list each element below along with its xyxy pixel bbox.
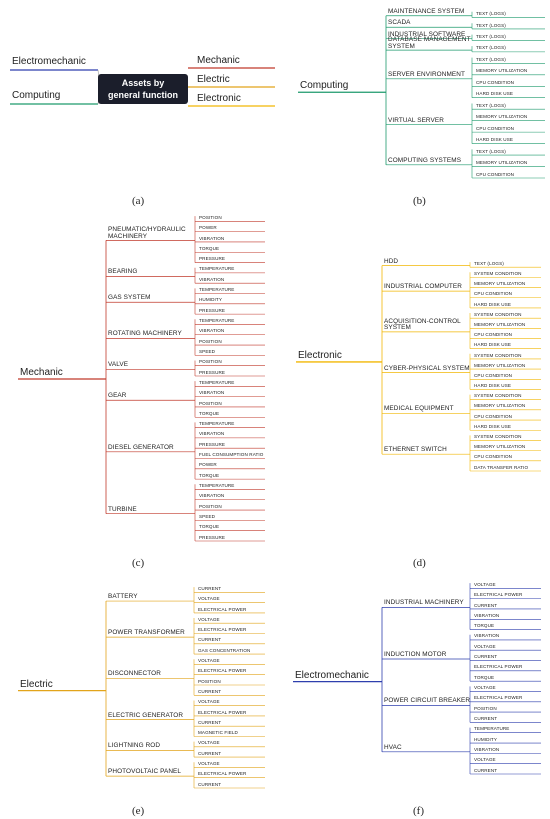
leaf-label-d: SYSTEM CONDITION (474, 270, 522, 276)
item-label-f: POWER CIRCUIT BREAKER (384, 697, 471, 705)
panel-caption-c: (c) (132, 557, 145, 569)
leaf-label-b: TEXT (LOGS) (476, 22, 506, 28)
item-label-b: INDUSTRIAL SOFTWARE (388, 30, 466, 38)
item-label-c: GAS SYSTEM (108, 294, 151, 302)
leaf-label-d: CPU CONDITION (474, 291, 513, 297)
leaf-label-c: TEMPERATURE (199, 483, 235, 489)
leaf-label-f: CURRENT (474, 767, 498, 773)
panel-a-right-label-0: Mechanic (197, 55, 240, 66)
leaf-label-f: ELECTRICAL POWER (474, 695, 523, 701)
leaf-label-c: POSITION (199, 214, 222, 220)
leaf-label-c: TEMPERATURE (199, 379, 235, 385)
leaf-label-e: VOLTAGE (198, 740, 220, 746)
leaf-label-f: VIBRATION (474, 746, 500, 752)
leaf-label-d: SYSTEM CONDITION (474, 393, 522, 399)
leaf-label-b: TEXT (LOGS) (476, 45, 506, 51)
leaf-label-f: ELECTRICAL POWER (474, 664, 523, 670)
item-label-d: INDUSTRIAL COMPUTER (384, 283, 463, 291)
leaf-label-d: MEMORY UTILIZATION (474, 281, 526, 287)
leaf-label-c: VIBRATION (199, 431, 225, 437)
leaf-label-c: FUEL CONSUMPTION RATIO (199, 452, 264, 458)
item-label-d-cont: SYSTEM (384, 324, 411, 332)
leaf-label-c: TEMPERATURE (199, 421, 235, 427)
leaf-label-c: VIBRATION (199, 235, 225, 241)
leaf-label-e: ELECTRICAL POWER (198, 771, 247, 777)
leaf-label-e: CURRENT (198, 781, 222, 787)
leaf-label-c: POSITION (199, 503, 222, 509)
leaf-label-e: ELECTRICAL POWER (198, 668, 247, 674)
leaf-label-b: TEXT (LOGS) (476, 34, 506, 39)
panel-caption-e: (e) (132, 805, 145, 817)
leaf-label-f: VOLTAGE (474, 581, 496, 587)
item-label-c: GEAR (108, 392, 127, 400)
leaf-label-c: PRESSURE (199, 441, 226, 447)
leaf-label-b: MEMORY UTILIZATION (476, 160, 528, 166)
leaf-label-d: SYSTEM CONDITION (474, 352, 522, 358)
item-label-d: ACQUISITION-CONTROL (384, 317, 461, 325)
leaf-label-b: CPU CONDITION (476, 125, 515, 131)
leaf-label-b: TEXT (LOGS) (476, 56, 506, 62)
panel-a-right-label-1: Electric (197, 74, 230, 85)
item-label-f: INDUSTRIAL MACHINERY (384, 599, 464, 607)
panel-a-left-label-1: Computing (12, 90, 61, 101)
leaf-label-b: TEXT (LOGS) (476, 102, 506, 108)
center-node-line-2: general function (107, 90, 178, 100)
leaf-label-e: CURRENT (198, 750, 222, 756)
leaf-label-f: CURRENT (474, 602, 498, 608)
item-label-c: TURBINE (108, 505, 137, 513)
leaf-label-c: POSITION (199, 359, 222, 365)
leaf-label-c: POWER (199, 462, 217, 468)
item-label-b: DATABASE MANAGEMENT (388, 36, 471, 44)
root-label-b: Computing (300, 80, 349, 92)
leaf-label-c: TORQUE (199, 472, 220, 478)
item-label-d: ETHERNET SWITCH (384, 446, 447, 454)
leaf-label-d: HARD DISK USE (474, 301, 512, 307)
leaf-label-d: MEMORY UTILIZATION (474, 362, 526, 368)
leaf-label-c: VIBRATION (199, 276, 225, 282)
leaf-label-c: VIBRATION (199, 493, 225, 499)
item-label-c: PNEUMATIC/HYDRAULIC (108, 226, 186, 234)
item-label-b-cont: SYSTEM (388, 42, 415, 50)
panel-caption-d: (d) (413, 557, 426, 569)
item-label-f: HVAC (384, 743, 402, 751)
leaf-label-d: CPU CONDITION (474, 372, 513, 378)
center-node-line-1: Assets by (121, 78, 165, 88)
item-label-d: HDD (384, 257, 399, 265)
leaf-label-d: SYSTEM CONDITION (474, 434, 522, 440)
leaf-label-f: CURRENT (474, 654, 498, 660)
leaf-label-f: VOLTAGE (474, 757, 496, 763)
panel-a-right-label-2: Electronic (197, 93, 241, 104)
panel-caption-f: (f) (413, 805, 424, 817)
leaf-label-b: HARD DISK USE (476, 91, 514, 97)
leaf-label-e: GAS CONCENTRATION (198, 647, 251, 653)
leaf-label-d: DATA TRANSFER RATIO (474, 464, 529, 470)
item-label-e: DISCONNECTOR (108, 670, 161, 678)
leaf-label-b: TEXT (LOGS) (476, 11, 506, 17)
leaf-label-d: MEMORY UTILIZATION (474, 444, 526, 450)
item-label-b: VIRTUAL SERVER (388, 116, 444, 124)
leaf-label-f: TORQUE (474, 623, 495, 629)
leaf-label-d: MEMORY UTILIZATION (474, 321, 526, 327)
leaf-label-f: TEMPERATURE (474, 726, 510, 732)
root-label-e: Electric (20, 678, 53, 690)
leaf-label-f: HUMIDITY (474, 736, 498, 742)
leaf-label-b: CPU CONDITION (476, 79, 515, 85)
leaf-label-e: VOLTAGE (198, 761, 220, 766)
item-label-f: INDUCTION MOTOR (384, 650, 447, 658)
leaf-label-e: POSITION (198, 678, 221, 684)
leaf-label-d: HARD DISK USE (474, 383, 512, 389)
item-label-d: CYBER-PHYSICAL SYSTEM (384, 364, 470, 372)
item-label-c: ROTATING MACHINERY (108, 330, 182, 338)
leaf-label-d: HARD DISK USE (474, 342, 512, 348)
leaf-label-d: TEXT (LOGS) (474, 260, 504, 266)
leaf-label-c: PRESSURE (199, 256, 226, 262)
item-label-e: BATTERY (108, 593, 138, 601)
item-label-c: BEARING (108, 268, 138, 276)
leaf-label-e: VOLTAGE (198, 699, 220, 705)
leaf-label-b: TEXT (LOGS) (476, 148, 506, 154)
leaf-label-b: HARD DISK USE (476, 137, 514, 143)
leaf-label-d: HARD DISK USE (474, 423, 512, 429)
leaf-label-e: CURRENT (198, 585, 222, 591)
item-label-c: VALVE (108, 361, 129, 369)
leaf-label-c: HUMIDITY (199, 297, 223, 303)
item-label-c: DIESEL GENERATOR (108, 443, 174, 451)
leaf-label-e: MAGNETIC FIELD (198, 730, 238, 736)
leaf-label-f: VOLTAGE (474, 643, 496, 649)
leaf-label-c: TORQUE (199, 524, 220, 530)
leaf-label-f: VOLTAGE (474, 685, 496, 691)
leaf-label-f: CURRENT (474, 716, 498, 722)
leaf-label-c: TEMPERATURE (199, 287, 235, 293)
leaf-label-e: CURRENT (198, 637, 222, 643)
item-label-b: COMPUTING SYSTEMS (388, 156, 462, 164)
leaf-label-f: POSITION (474, 705, 497, 711)
leaf-label-d: CPU CONDITION (474, 413, 513, 419)
item-label-b: SCADA (388, 19, 411, 27)
leaf-label-f: TORQUE (474, 674, 495, 680)
panel-a-caption: (a) (132, 195, 145, 207)
leaf-label-b: MEMORY UTILIZATION (476, 114, 528, 120)
leaf-label-d: SYSTEM CONDITION (474, 311, 522, 317)
leaf-label-e: ELECTRICAL POWER (198, 627, 247, 633)
leaf-label-e: VOLTAGE (198, 658, 220, 663)
leaf-label-e: ELECTRICAL POWER (198, 606, 247, 612)
leaf-label-c: POSITION (199, 400, 222, 406)
leaf-label-f: ELECTRICAL POWER (474, 592, 523, 598)
leaf-label-d: CPU CONDITION (474, 454, 513, 460)
leaf-label-e: CURRENT (198, 719, 222, 725)
leaf-label-c: SPEED (199, 348, 216, 354)
item-label-c-cont: MACHINERY (108, 232, 148, 240)
leaf-label-c: TORQUE (199, 410, 220, 416)
leaf-label-e: CURRENT (198, 688, 222, 694)
leaf-label-c: TEMPERATURE (199, 318, 235, 324)
leaf-label-b: CPU CONDITION (476, 171, 515, 177)
item-label-b: MAINTENANCE SYSTEM (388, 7, 465, 15)
root-label-f: Electromechanic (295, 669, 369, 681)
item-label-e: PHOTOVOLTAIC PANEL (108, 768, 182, 776)
leaf-label-f: VIBRATION (474, 612, 500, 618)
leaf-label-c: TEMPERATURE (199, 266, 235, 272)
root-label-d: Electronic (298, 349, 342, 361)
leaf-label-c: POWER (199, 225, 217, 231)
item-label-b: SERVER ENVIRONMENT (388, 70, 465, 78)
leaf-label-e: VOLTAGE (198, 616, 220, 622)
leaf-label-c: VIBRATION (199, 390, 225, 396)
panel-caption-b: (b) (413, 195, 426, 207)
leaf-label-c: POSITION (199, 338, 222, 344)
item-label-d: MEDICAL EQUIPMENT (384, 405, 454, 413)
item-label-e: POWER TRANSFORMER (108, 629, 185, 637)
leaf-label-c: TORQUE (199, 245, 220, 251)
item-label-e: LIGHTNING ROD (108, 742, 161, 750)
leaf-label-d: CPU CONDITION (474, 332, 513, 338)
panel-a-left-label-0: Electromechanic (12, 56, 86, 67)
leaf-label-c: PRESSURE (199, 534, 226, 540)
leaf-label-e: ELECTRICAL POWER (198, 709, 247, 715)
leaf-label-c: SPEED (199, 513, 216, 519)
leaf-label-c: VIBRATION (199, 328, 225, 334)
leaf-label-b: MEMORY UTILIZATION (476, 68, 528, 74)
leaf-label-c: PRESSURE (199, 369, 226, 375)
item-label-e: ELECTRIC GENERATOR (108, 711, 184, 719)
root-label-c: Mechanic (20, 367, 63, 379)
leaf-label-d: MEMORY UTILIZATION (474, 403, 526, 409)
leaf-label-c: PRESSURE (199, 307, 226, 313)
leaf-label-f: VIBRATION (474, 633, 500, 639)
leaf-label-e: VOLTAGE (198, 596, 220, 602)
